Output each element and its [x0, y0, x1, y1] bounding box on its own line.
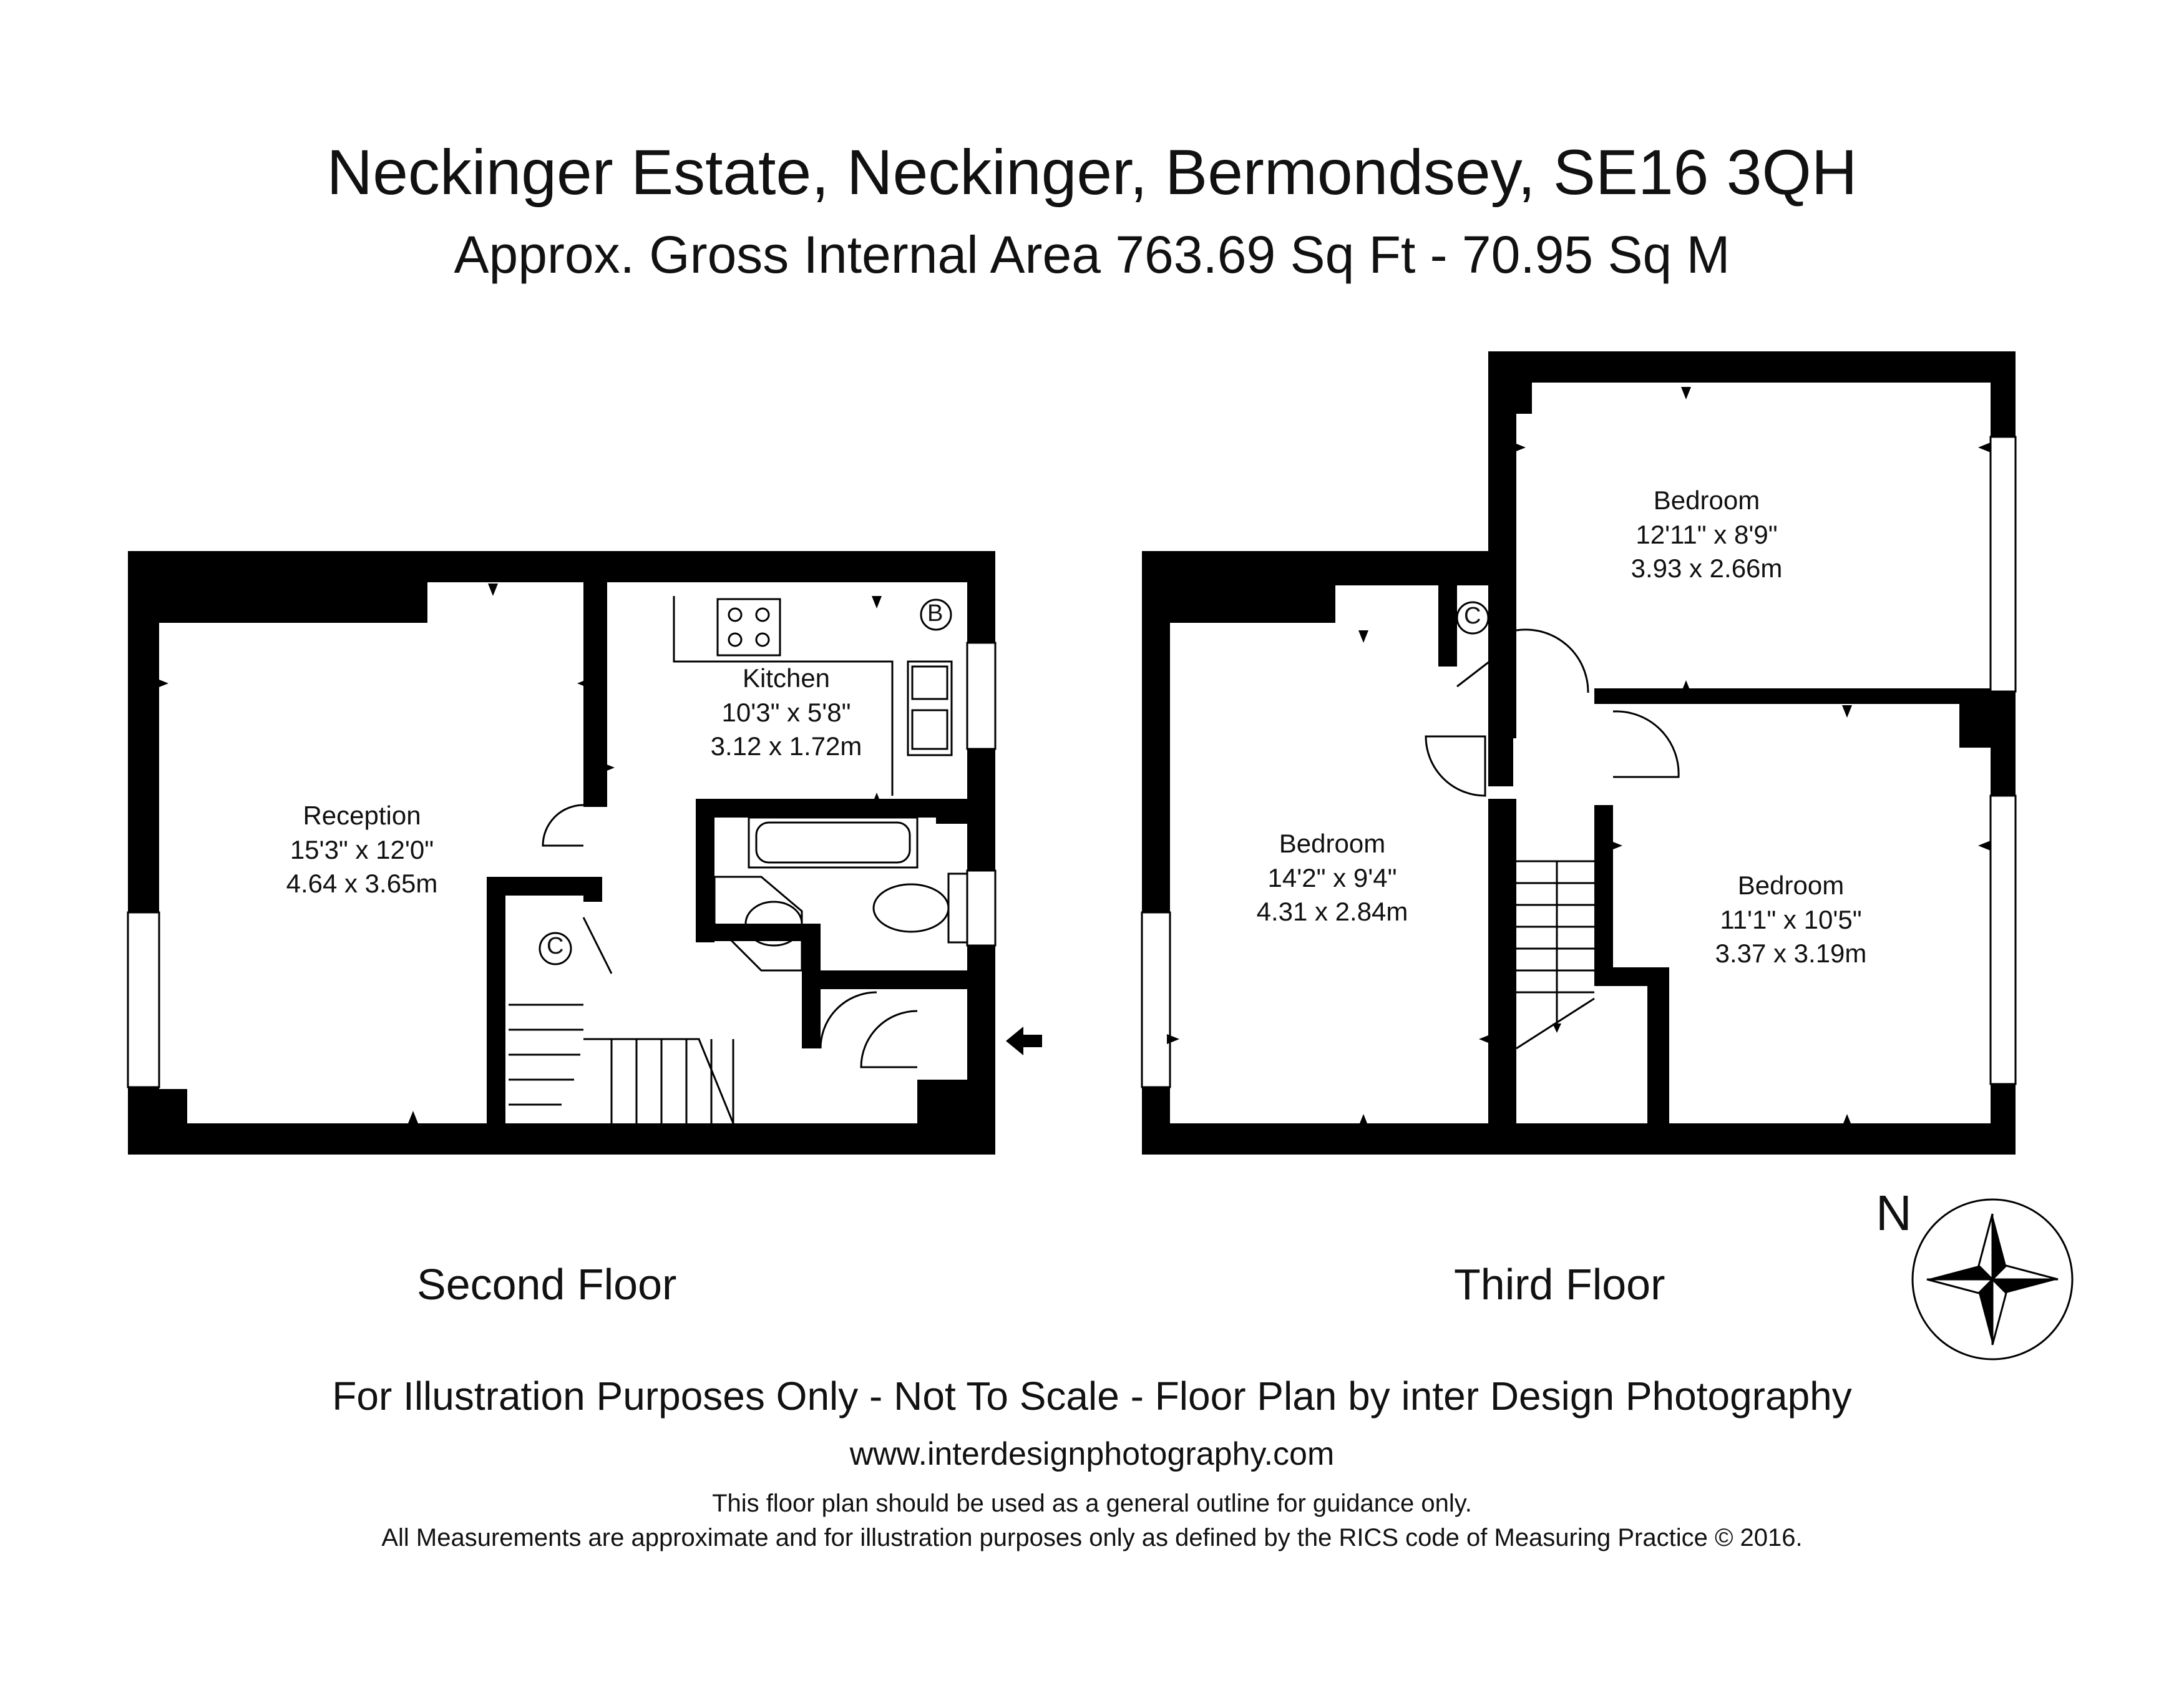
room-bedroom-2: [1239, 827, 1426, 929]
measurement-note: All Measurements are approximate and for illustration purposes only as defined by the RICS code of Measuring Practice © 2016.: [381, 1524, 1803, 1551]
website-link[interactable]: www.interdesignphotography.com: [849, 1436, 1335, 1472]
stair-direction-icon: [1553, 1023, 1561, 1033]
cupboard-mark: C: [547, 933, 564, 959]
room-bedroom-3: [1697, 869, 1884, 971]
cupboard-mark: C: [1464, 603, 1481, 629]
room-imperial: 15'3" x 12'0": [290, 834, 434, 864]
room-metric: 3.12 x 1.72m: [710, 731, 862, 761]
room-imperial: 11'1" x 10'5": [1720, 904, 1862, 934]
room-imperial: 14'2" x 9'4": [1267, 862, 1397, 892]
page-title: Neckinger Estate, Neckinger, Bermondsey, SE16 3QH: [326, 137, 1858, 208]
room-bedroom-1: [1613, 484, 1800, 586]
compass-rose-icon: [1913, 1199, 2072, 1359]
room-kitchen: [693, 662, 880, 764]
third-floor-plan: [1142, 351, 2016, 1155]
room-imperial: 12'11" x 8'9": [1636, 519, 1778, 549]
compass-north-label: N: [1876, 1185, 1912, 1241]
room-name: Bedroom: [1653, 486, 1760, 515]
room-reception: [268, 799, 456, 901]
room-imperial: 10'3" x 5'8": [721, 697, 851, 727]
disclaimer: For Illustration Purposes Only - Not To Scale - Floor Plan by inter Design Photography: [332, 1374, 1852, 1419]
room-metric: 4.31 x 2.84m: [1256, 897, 1408, 927]
room-name: Bedroom: [1737, 871, 1845, 900]
room-name: Kitchen: [742, 663, 831, 693]
room-name: Reception: [303, 801, 421, 830]
floor-label-third: Third Floor: [1454, 1260, 1665, 1309]
room-metric: 3.93 x 2.66m: [1631, 554, 1783, 584]
room-name: Bedroom: [1279, 829, 1386, 858]
second-floor-plan: [128, 551, 995, 1155]
guidance-note: This floor plan should be used as a general outline for guidance only.: [712, 1490, 1472, 1517]
entrance-arrow-icon: [1006, 1027, 1042, 1055]
room-metric: 4.64 x 3.65m: [286, 869, 438, 899]
room-metric: 3.37 x 3.19m: [1715, 939, 1867, 969]
gross-internal-area: Approx. Gross Internal Area 763.69 Sq Ft - 70.95 Sq M: [454, 225, 1730, 284]
boiler-mark: B: [927, 600, 943, 627]
floor-label-second: Second Floor: [417, 1260, 677, 1309]
